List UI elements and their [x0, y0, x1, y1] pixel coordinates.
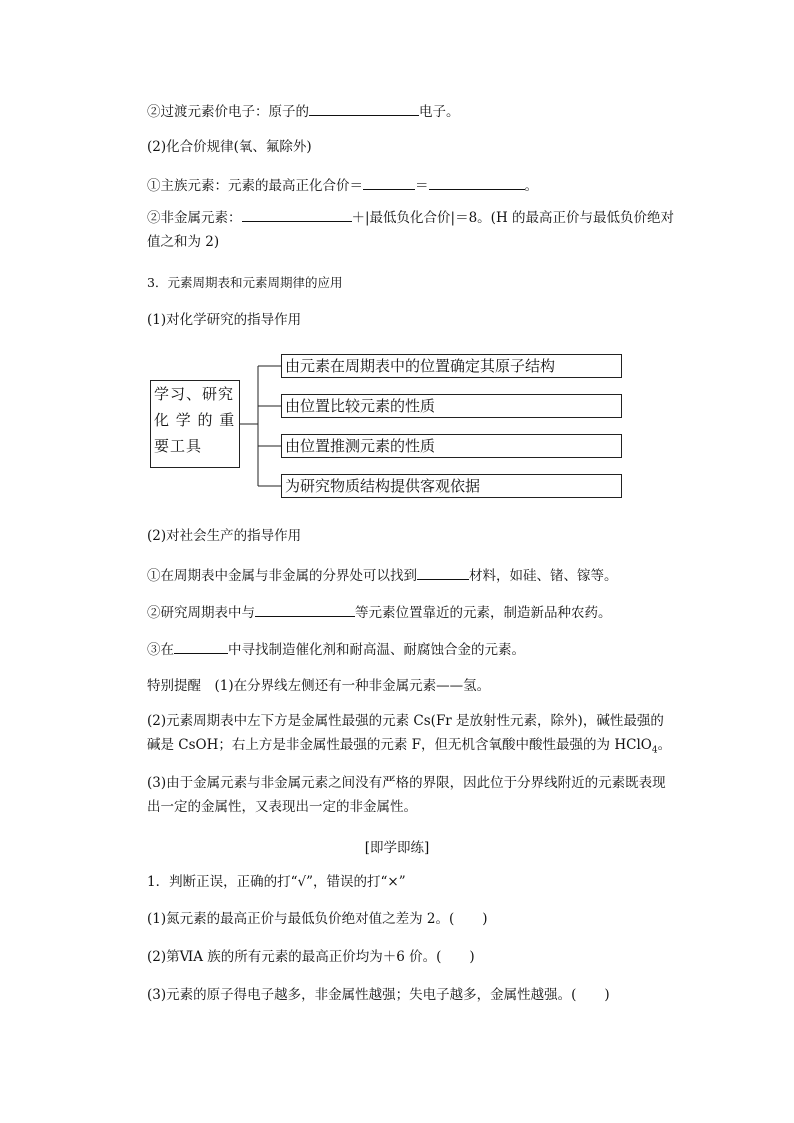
text-segment: 电子。 [419, 104, 460, 120]
diagram-root-box [150, 380, 240, 468]
text-segment: ＝ [415, 178, 429, 194]
subheading [147, 527, 301, 545]
text-segment: (1)氮元素的最高正价与最低负价绝对值之差为 2。( [147, 911, 455, 927]
question-item [147, 986, 610, 1004]
text-segment: ①主族元素：元素的最高正化合价＝ [147, 178, 363, 194]
text-segment: 1．判断正误，正确的打“√”，错误的打“×” [147, 874, 406, 890]
tip-line [147, 677, 490, 695]
text-segment: ③在 [147, 642, 174, 658]
text-segment: (1)对化学研究的指导作用 [147, 312, 302, 328]
text-segment: 。 [657, 737, 672, 753]
text-segment: (3)元素的原子得电子越多，非金属性越强；失电子越多，金属性越强。( [147, 987, 577, 1003]
text-segment: ) [469, 949, 475, 965]
subscript: 4 [651, 745, 658, 756]
root-label-line: 学习、研究 [154, 385, 235, 403]
text-segment: (2)对社会生产的指导作用 [147, 528, 302, 544]
text-segment: ) [604, 987, 610, 1003]
text-segment: ＋|最低负化合价|＝8。(H 的最高正价与最低负价绝对值之和为 2) [147, 210, 675, 250]
text-segment: 材料，如硅、锗、镓等。 [469, 568, 618, 584]
question-item [147, 948, 475, 966]
text-segment: (3)由于金属元素与非金属元素之间没有严格的界限，因此位于分界线附近的元素既表现出一定的金属性，又表现出一定的非金属性。 [147, 775, 666, 815]
text-line [147, 602, 612, 622]
text-segment: ) [482, 911, 488, 927]
text-segment: ②非金属元素： [147, 210, 242, 226]
text-segment: ②研究周期表中与 [147, 605, 255, 621]
text-segment: (2)化合价规律(氧、氟除外) [147, 139, 312, 155]
text-segment: ①在周期表中金属与非金属的分界处可以找到 [147, 568, 417, 584]
text-segment: (2)元素周期表中左下方是金属性最强的元素 Cs(Fr 是放射性元素，除外)，碱性最强的碱是 CsOH；右上方是非金属性最强的元素 F，但无机含氧酸中酸性最强的为 HClO [147, 713, 664, 753]
root-label-line: 化 学 的 重 [154, 411, 236, 429]
diagram-branch-box: 为研究物质结构提供客观依据 [281, 474, 622, 498]
text-line [147, 639, 525, 659]
text-line [147, 565, 618, 585]
text-segment: (2)第ⅥA 族的所有元素的最高正价均为＋6 价。( [147, 949, 442, 965]
text-segment: 3．元素周期表和元素周期律的应用 [147, 275, 343, 290]
fill-blank [255, 602, 355, 617]
section-title: [即学即练] [364, 840, 430, 856]
fill-blank [417, 565, 469, 580]
diagram-branch-box: 由位置比较元素的性质 [281, 394, 622, 418]
question-instruction [147, 873, 406, 891]
text-segment: 特别提醒 (1)在分界线左侧还有一种非金属元素——氢。 [147, 678, 491, 694]
text-segment: 中寻找制造催化剂和耐高温、耐腐蚀合金的元素。 [228, 642, 525, 658]
diagram-branch-box: 由元素在周期表中的位置确定其原子结构 [281, 354, 622, 378]
diagram-branch-box: 由位置推测元素的性质 [281, 434, 622, 458]
text-segment: 等元素位置靠近的元素，制造新品种农药。 [355, 605, 612, 621]
text-paragraph [147, 709, 675, 763]
root-label-line: 要工具 [154, 437, 203, 455]
text-paragraph [147, 771, 675, 819]
fill-blank [174, 639, 228, 654]
question-item [147, 910, 488, 928]
text-segment: ②过渡元素价电子：原子的 [147, 104, 309, 120]
text-segment: 。 [524, 178, 538, 194]
